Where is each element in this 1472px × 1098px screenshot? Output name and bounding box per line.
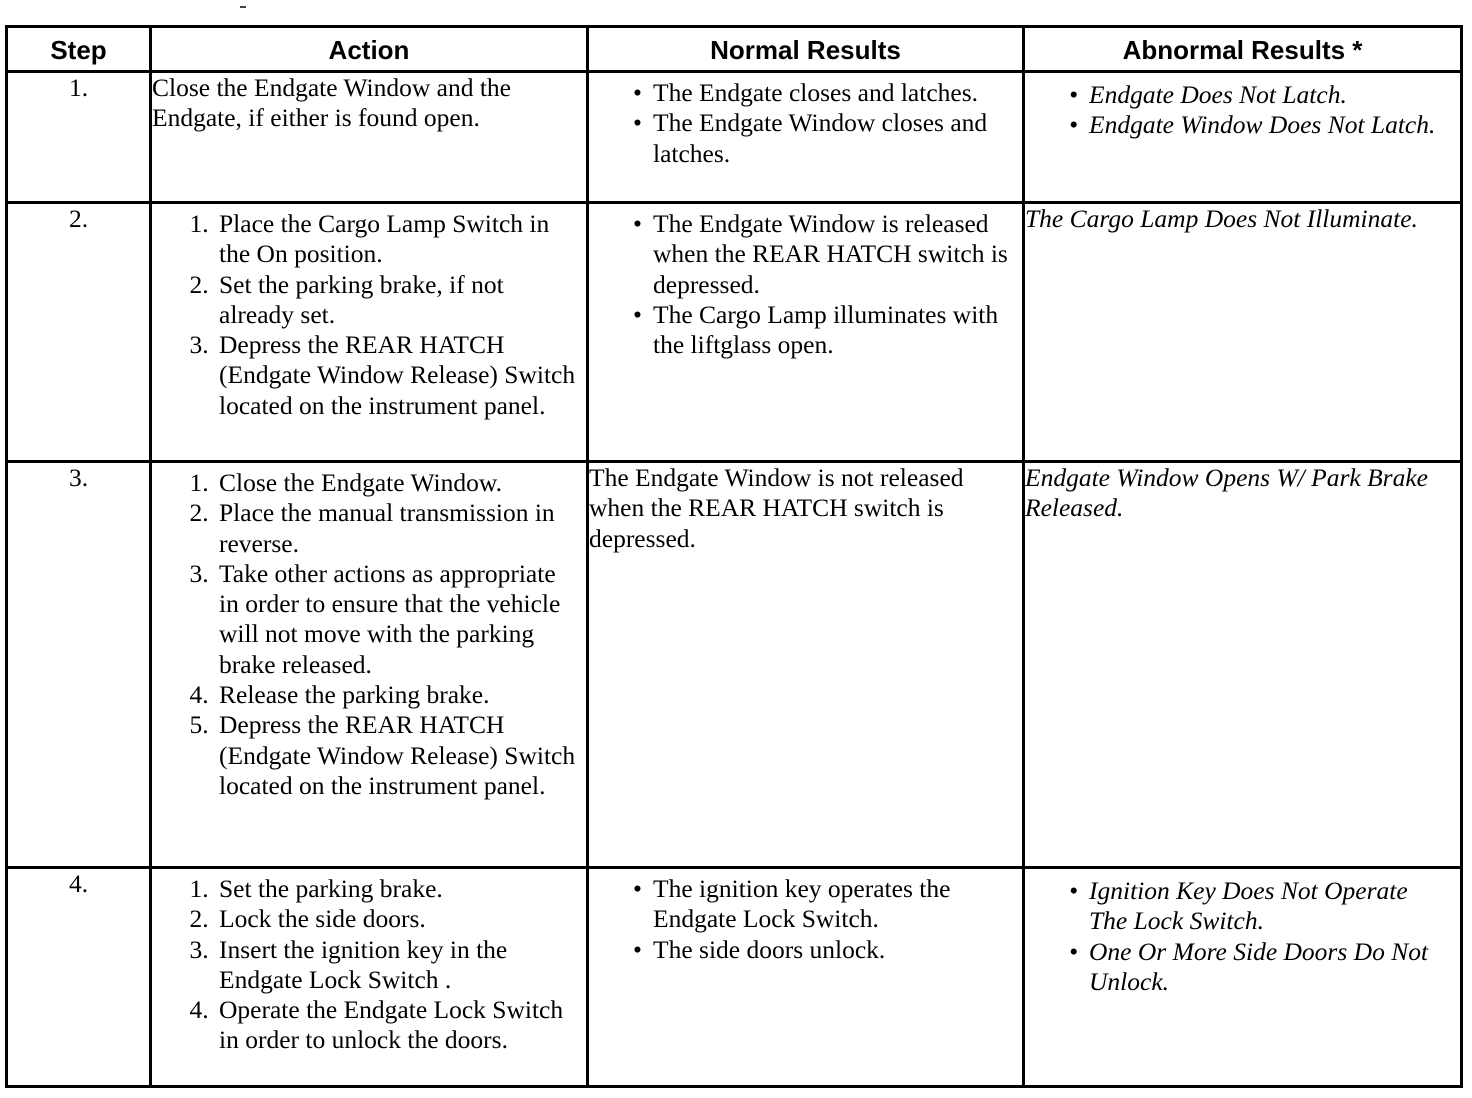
- header-normal-results: Normal Results: [588, 27, 1024, 72]
- header-abnormal-results: Abnormal Results *: [1024, 27, 1462, 72]
- list-item: • Endgate Does Not Latch.: [1069, 80, 1452, 110]
- list-item: 4. Operate the Endgate Lock Switch in order to unlock the doors.: [215, 995, 578, 1056]
- list-item: 2. Place the manual transmission in reverse.: [215, 498, 578, 559]
- action-cell: [151, 868, 588, 1087]
- table-row: [7, 868, 1462, 1087]
- step-number: 3.: [7, 462, 151, 868]
- list-item: 2. Set the parking brake, if not already set.: [215, 270, 578, 331]
- list-item: • The Cargo Lamp illuminates with the liftglass open.: [633, 300, 1014, 361]
- list-item: 4. Release the parking brake.: [215, 680, 578, 710]
- list-item: 1. Close the Endgate Window.: [215, 468, 578, 498]
- table-row: [7, 203, 1462, 462]
- header-row: [7, 27, 1462, 72]
- normal-results-text: The Endgate Window is not released when the REAR HATCH switch is depressed.: [588, 462, 1024, 868]
- header-step: Step: [7, 27, 151, 72]
- table-row: [7, 462, 1462, 868]
- diagnostic-table-container: [5, 25, 1460, 1088]
- table-row: [7, 72, 1462, 203]
- list-item: • Endgate Window Does Not Latch.: [1069, 110, 1452, 140]
- list-item: • The ignition key operates the Endgate Lock Switch.: [633, 874, 1014, 935]
- list-item: 3. Take other actions as appropriate in order to ensure that the vehicle will not move with the parking brake released.: [215, 559, 578, 680]
- list-item: 5. Depress the REAR HATCH (Endgate Window Release) Switch located on the instrument panel.: [215, 710, 578, 801]
- header-action: Action: [151, 27, 588, 72]
- list-item: 3. Depress the REAR HATCH (Endgate Window Release) Switch located on the instrument panel.: [215, 330, 578, 421]
- list-item: • The Endgate Window closes and latches.: [633, 108, 1014, 169]
- abnormal-results-cell: [1024, 868, 1462, 1087]
- list-item: • Ignition Key Does Not Operate The Lock Switch.: [1069, 876, 1452, 937]
- normal-results-cell: [588, 203, 1024, 462]
- abnormal-results-text: Endgate Window Opens W/ Park Brake Released.: [1024, 462, 1462, 868]
- action-cell: [151, 203, 588, 462]
- list-item: • The side doors unlock.: [633, 935, 1014, 965]
- step-number: 4.: [7, 868, 151, 1087]
- normal-results-cell: [588, 72, 1024, 203]
- action-text: Close the Endgate Window and the Endgate, if either is found open.: [151, 72, 588, 203]
- list-item: 1. Place the Cargo Lamp Switch in the On position.: [215, 209, 578, 270]
- list-item: 3. Insert the ignition key in the Endgate Lock Switch .: [215, 935, 578, 996]
- abnormal-results-cell: [1024, 72, 1462, 203]
- step-number: 2.: [7, 203, 151, 462]
- step-number: 1.: [7, 72, 151, 203]
- list-item: 2. Lock the side doors.: [215, 904, 578, 934]
- list-item: • One Or More Side Doors Do Not Unlock.: [1069, 937, 1452, 998]
- list-item: 1. Set the parking brake.: [215, 874, 578, 904]
- action-cell: [151, 462, 588, 868]
- diagnostic-table: [5, 25, 1463, 1088]
- scan-mark: [240, 6, 246, 8]
- list-item: • The Endgate Window is released when the REAR HATCH switch is depressed.: [633, 209, 1014, 300]
- abnormal-results-text: The Cargo Lamp Does Not Illuminate.: [1024, 203, 1462, 462]
- normal-results-cell: [588, 868, 1024, 1087]
- list-item: • The Endgate closes and latches.: [633, 78, 1014, 108]
